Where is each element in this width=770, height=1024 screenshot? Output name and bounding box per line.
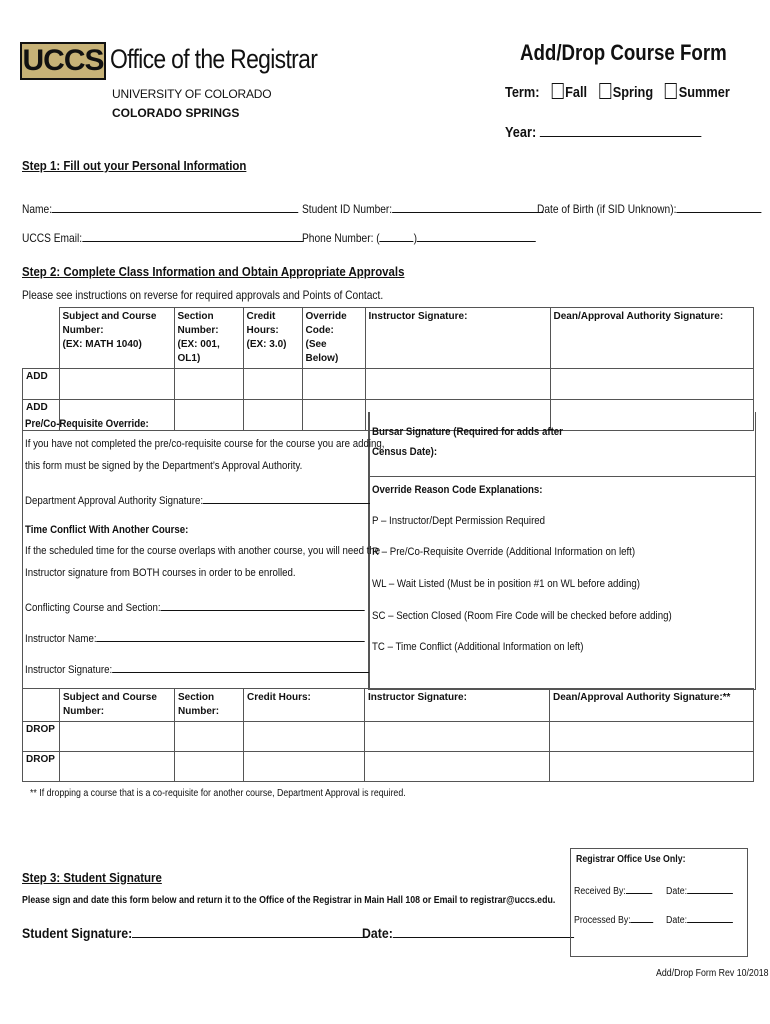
bursar-box[interactable] [368, 412, 756, 477]
drop-row-2-label: DROP [23, 752, 60, 782]
drop-footnote: ** If dropping a course that is a co-requisite for another course, Department Approval is required. [30, 788, 406, 799]
campus-name: COLORADO SPRINGS [112, 106, 240, 120]
code-wl: WL – Wait Listed (Must be in position #1 on WL before adding) [372, 578, 640, 590]
received-date-label: Date: [666, 886, 688, 897]
add-row-2-label: ADD [23, 400, 60, 431]
prereq-text-1: If you have not completed the pre/co-requisite course for the course you are adding, [25, 438, 385, 450]
drop-header-subject: Subject and Course Number: [60, 689, 175, 722]
drop-1-section[interactable] [175, 722, 244, 752]
drop-header-credit: Credit Hours: [244, 689, 365, 722]
time-conflict-title: Time Conflict With Another Course: [25, 524, 189, 536]
drop-1-dean[interactable] [550, 722, 754, 752]
name-row [22, 200, 299, 216]
header-credit: Credit Hours: (EX: 3.0) [243, 308, 302, 369]
drop-2-subject[interactable] [60, 752, 175, 782]
dept-sig-label: Department Approval Authority Signature: [25, 495, 204, 507]
step3-instructions: Please sign and date this form below and return it to the Office of the Registrar in Main Hall 108 or Email to registrar@uccs.edu. [22, 895, 556, 906]
bursar-label-2: Census Date): [372, 446, 438, 458]
dob-row [537, 200, 761, 216]
phone-label: Phone Number: ( [302, 231, 380, 245]
instr-sig-label: Instructor Signature: [25, 664, 113, 676]
instr-name-label: Instructor Name: [25, 633, 97, 645]
code-p: P – Instructor/Dept Permission Required [372, 515, 546, 527]
drop-2-credit[interactable] [244, 752, 365, 782]
student-date-field[interactable] [393, 924, 574, 938]
drop-header-dean: Dean/Approval Authority Signature:** [550, 689, 754, 722]
processed-date-label: Date: [666, 915, 688, 926]
term-spring-label: Spring [612, 84, 654, 101]
received-label: Received By: [574, 886, 626, 897]
header-instructor: Instructor Signature: [365, 308, 550, 369]
add-1-override[interactable] [302, 369, 365, 400]
phone-area-field[interactable] [380, 229, 414, 242]
term-fall-checkbox[interactable] [552, 83, 564, 99]
term-label: Term: [505, 84, 540, 101]
student-id-field[interactable] [392, 200, 543, 213]
codes-title: Override Reason Code Explanations: [372, 484, 543, 496]
name-field[interactable] [52, 200, 299, 213]
office-title: Office of the Registrar [110, 44, 318, 74]
code-sc: SC – Section Closed (Room Fire Code will be checked before adding) [372, 610, 672, 622]
instr-name-field[interactable] [97, 630, 365, 642]
conflicting-row [25, 599, 365, 614]
received-date-row [666, 883, 733, 897]
drop-header-section: Section Number: [175, 689, 244, 722]
instr-name-row [25, 630, 365, 645]
drop-course-table [22, 688, 754, 782]
term-summer-checkbox[interactable] [665, 83, 677, 99]
student-sig-field[interactable] [132, 924, 368, 938]
drop-1-subject[interactable] [60, 722, 175, 752]
conflicting-label: Conflicting Course and Section: [25, 602, 161, 614]
student-id-row [302, 200, 543, 216]
phone-number-field[interactable] [417, 229, 536, 242]
drop-2-instructor[interactable] [365, 752, 550, 782]
add-1-instructor[interactable] [365, 369, 550, 400]
step3-title: Step 3: Student Signature [22, 870, 162, 885]
form-title: Add/Drop Course Form [520, 40, 727, 65]
header-dean: Dean/Approval Authority Signature: [550, 308, 754, 369]
prereq-title: Pre/Co-Requisite Override: [25, 418, 149, 430]
student-date-row [362, 924, 574, 941]
add-1-credit[interactable] [243, 369, 302, 400]
corner-cell [23, 308, 60, 369]
term-summer-label: Summer [678, 84, 730, 101]
dob-field[interactable] [676, 200, 761, 213]
term-row [505, 83, 730, 101]
name-label: Name: [22, 202, 53, 216]
drop-row-1-label: DROP [23, 722, 60, 752]
student-date-label: Date: [362, 925, 393, 941]
drop-2-dean[interactable] [550, 752, 754, 782]
year-field[interactable] [540, 122, 702, 137]
email-field[interactable] [82, 229, 303, 242]
code-r: R – Pre/Co-Requisite Override (Additional Information on left) [372, 546, 636, 558]
office-use-title: Registrar Office Use Only: [576, 854, 686, 865]
drop-1-credit[interactable] [244, 722, 365, 752]
received-field[interactable] [626, 883, 652, 894]
processed-field[interactable] [631, 912, 654, 923]
processed-date-field[interactable] [687, 912, 733, 923]
term-spring-checkbox[interactable] [599, 83, 611, 99]
processed-date-row [666, 912, 733, 926]
add-1-dean[interactable] [550, 369, 754, 400]
term-fall-label: Fall [565, 84, 588, 101]
bursar-label-1: Bursar Signature (Required for adds after [372, 426, 563, 438]
time-text-1: If the scheduled time for the course overlaps with another course, you will need the [25, 545, 381, 557]
add-row-1-label: ADD [23, 369, 60, 400]
add-1-section[interactable] [174, 369, 243, 400]
code-tc: TC – Time Conflict (Additional Information on left) [372, 641, 584, 653]
student-sig-row [22, 924, 368, 941]
dept-sig-row [25, 492, 370, 507]
drop-1-instructor[interactable] [365, 722, 550, 752]
dept-sig-field[interactable] [203, 492, 370, 504]
processed-row [574, 912, 654, 926]
received-row [574, 883, 652, 897]
email-label: UCCS Email: [22, 231, 83, 245]
form-revision-footer: Add/Drop Form Rev 10/2018 [656, 968, 769, 979]
student-sig-label: Student Signature: [22, 925, 133, 941]
step2-note: Please see instructions on reverse for required approvals and Points of Contact. [22, 288, 384, 302]
drop-2-section[interactable] [175, 752, 244, 782]
add-1-subject[interactable] [59, 369, 174, 400]
conflicting-field[interactable] [161, 599, 365, 611]
time-text-2: Instructor signature from BOTH courses in order to be enrolled. [25, 567, 296, 579]
uccs-logo: UCCS [20, 42, 106, 80]
student-id-label: Student ID Number: [302, 202, 393, 216]
instr-sig-field[interactable] [112, 661, 369, 673]
drop-corner-cell [23, 689, 60, 722]
header-section: Section Number: (EX: 001, OL1) [174, 308, 243, 369]
received-date-field[interactable] [687, 883, 733, 894]
header-override: Override Code: (See Below) [302, 308, 365, 369]
header-subject: Subject and Course Number: (EX: MATH 1040) [59, 308, 174, 369]
year-label: Year: [505, 124, 537, 141]
step1-title: Step 1: Fill out your Personal Information [22, 158, 247, 173]
processed-label: Processed By: [574, 915, 631, 926]
step2-title: Step 2: Complete Class Information and Obtain Appropriate Approvals [22, 264, 405, 279]
year-row [505, 122, 701, 141]
university-name: UNIVERSITY OF COLORADO [112, 87, 272, 101]
phone-paren: ) [413, 231, 418, 245]
phone-row [302, 229, 536, 245]
email-row [22, 229, 303, 245]
instr-sig-row [25, 661, 369, 676]
drop-header-instructor: Instructor Signature: [365, 689, 550, 722]
prereq-text-2: this form must be signed by the Department’s Approval Authority. [25, 460, 303, 472]
dob-label: Date of Birth (if SID Unknown): [537, 202, 677, 216]
